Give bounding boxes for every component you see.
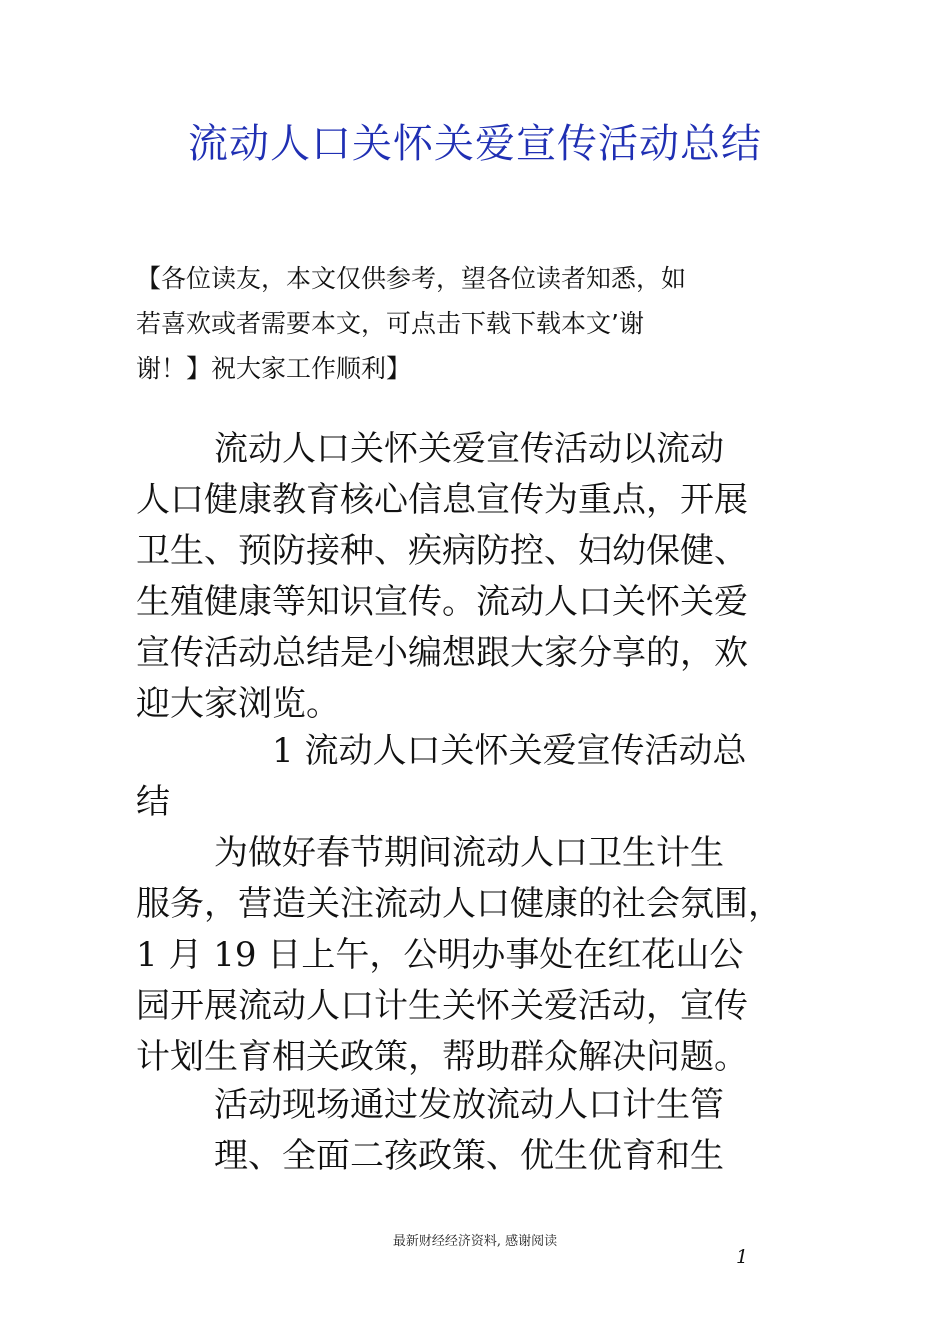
heading-line: 1 流动人口关怀关爱宣传活动总 — [272, 731, 747, 771]
document-title: 流动人口关怀关爱宣传活动总结 — [188, 121, 762, 167]
notice-line: 谢！】祝大家工作顺利】 — [136, 354, 412, 383]
paragraph-line: 服务，营造关注流动人口健康的社会氛围， — [136, 884, 782, 924]
notice-line: 若喜欢或者需要本文，可点击下载下载本文’谢 — [136, 309, 644, 338]
paragraph-line: 计划生育相关政策，帮助群众解决问题。 — [136, 1037, 748, 1077]
notice-line: 【各位读友，本文仅供参考，望各位读者知悉，如 — [136, 264, 687, 293]
section-heading — [136, 726, 836, 828]
page-number: 1 — [736, 1246, 749, 1268]
paragraph-line: 迎大家浏览。 — [136, 684, 340, 724]
paragraph-line: 人口健康教育核心信息宣传为重点，开展 — [136, 480, 748, 520]
paragraph-line: 卫生、预防接种、疾病防控、妇幼保健、 — [136, 531, 748, 571]
paragraph-line: 流动人口关怀关爱宣传活动以流动 — [214, 429, 724, 469]
reader-notice — [136, 256, 816, 391]
event-paragraph — [136, 828, 836, 1083]
heading-line: 结 — [136, 782, 170, 822]
paragraph-line: 园开展流动人口计生关怀关爱活动，宣传 — [136, 986, 748, 1026]
paragraph-line: 为做好春节期间流动人口卫生计生 — [214, 833, 724, 873]
paragraph-line: 生殖健康等知识宣传。流动人口关怀关爱 — [136, 582, 748, 622]
page-footer: 最新财经经济资料, 感谢阅读 — [392, 1234, 558, 1249]
intro-paragraph — [136, 424, 836, 730]
paragraph-line: 宣传活动总结是小编想跟大家分享的，欢 — [136, 633, 748, 673]
activity-paragraph — [136, 1080, 836, 1182]
paragraph-line: 理、全面二孩政策、优生优育和生 — [214, 1136, 724, 1176]
paragraph-line: 1 月 19 日上午，公明办事处在红花山公 — [136, 935, 744, 975]
paragraph-line: 活动现场通过发放流动人口计生管 — [214, 1085, 724, 1125]
